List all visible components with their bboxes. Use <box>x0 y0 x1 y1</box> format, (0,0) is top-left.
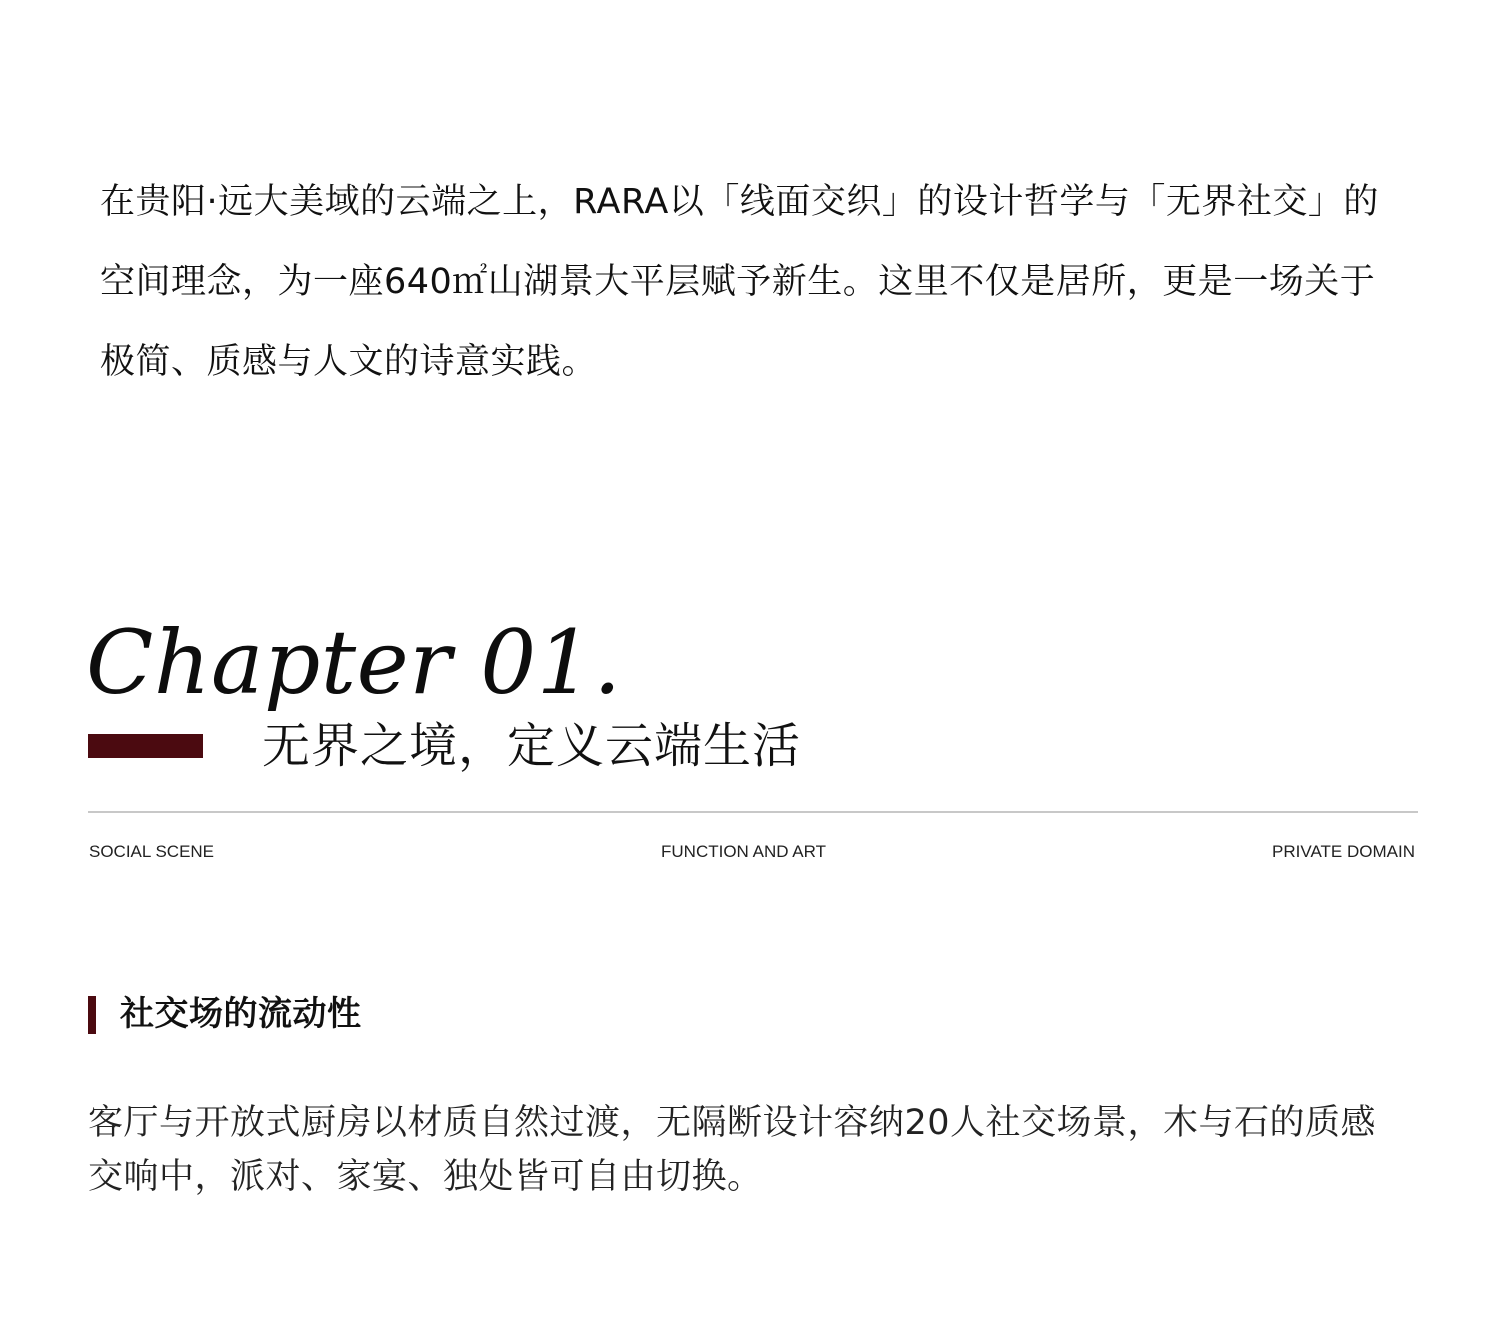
section-heading: 社交场的流动性 <box>120 994 362 1034</box>
tag-private-domain: PRIVATE DOMAIN <box>1272 842 1415 861</box>
chapter-accent-bar <box>88 734 203 758</box>
section-body: 客厅与开放式厨房以材质自然过渡，无隔断设计容纳20人社交场景，木与石的质感交响中，派对、家宴、独处皆可自由切换。 <box>88 1103 1377 1197</box>
section-marker-bar <box>88 996 96 1034</box>
chapter-title: Chapter 01. <box>86 611 622 714</box>
chapter-subtitle: 无界之境，定义云端生活 <box>262 718 802 774</box>
tag-social-scene: SOCIAL SCENE <box>89 842 215 861</box>
divider-rule <box>88 811 1418 813</box>
intro-paragraph: 在贵阳·远大美域的云端之上，RARA以「线面交织」的设计哲学与「无界社交」的空间理念，为一座640㎡山湖景大平层赋予新生。这里不仅是居所，更是一场关于极简、质感与人文的诗意实践。 <box>100 182 1379 382</box>
tag-row <box>89 841 1415 865</box>
tag-function-and-art: FUNCTION AND ART <box>661 842 826 861</box>
